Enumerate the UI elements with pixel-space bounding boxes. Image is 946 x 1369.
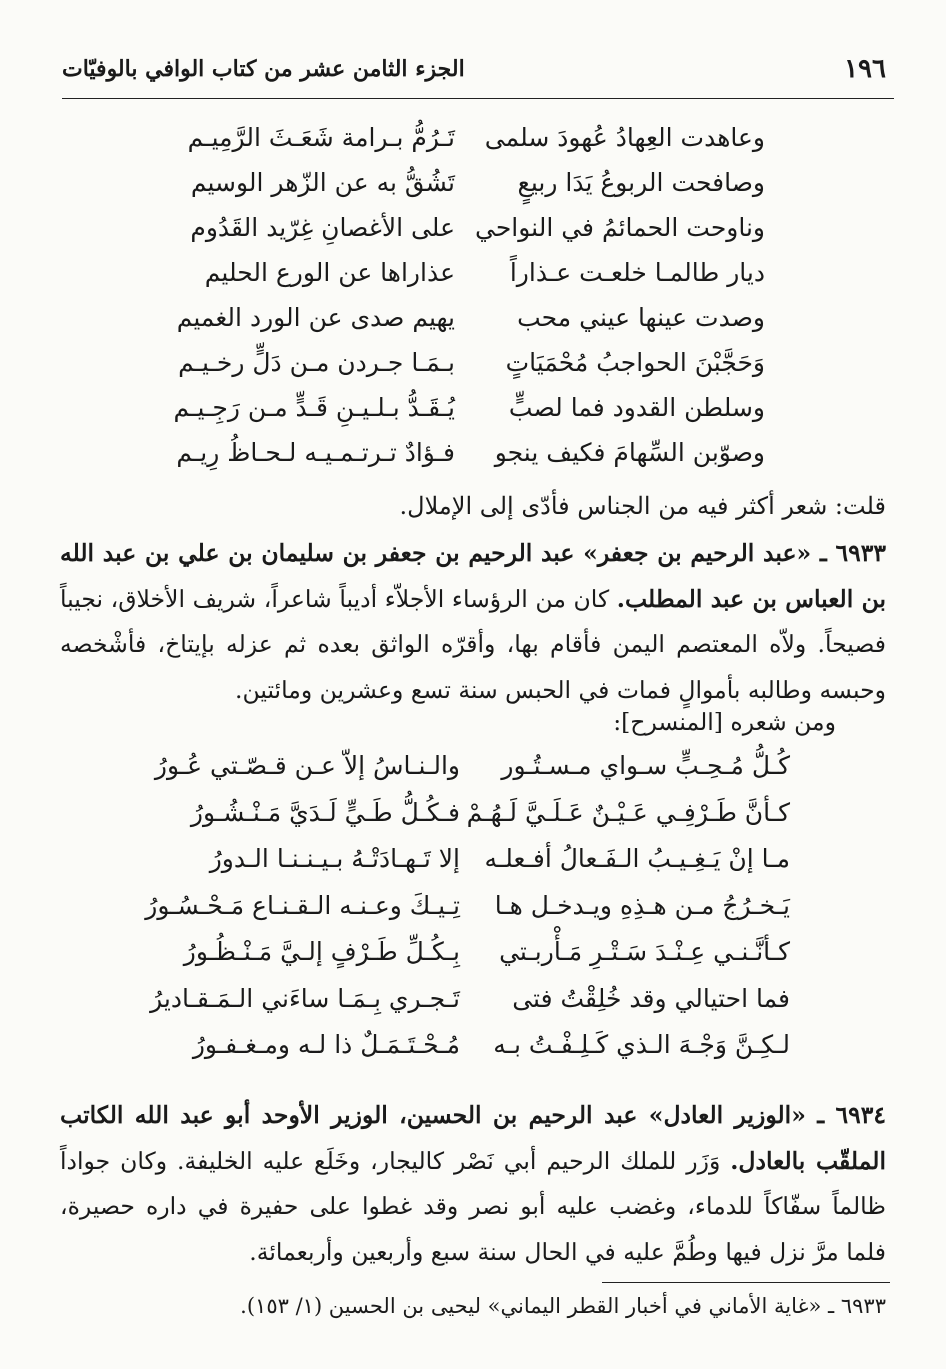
footnote-divider [602,1282,890,1283]
footnote: ٦٩٣٣ ـ «غاية الأماني في أخبار القطر اليماني» ليحيى بن الحسين (١/ ١٥٣). [240,1294,886,1318]
poem-verse [150,746,790,793]
verse-second-hemistich: تَشُقُّ به عن الزّهر الوسيم [190,168,455,197]
verse-second-hemistich: يهيم صدى عن الورد الغميم [176,303,455,332]
verse-first-hemistich: وصوّبن السِّهامَ فكيف ينجو [494,438,765,467]
entry-body: كان من الرؤساء الأجلاّء أديباً شاعراً، شريف الأخلاق، نجيباً فصيحاً. ولاّه المعتصم اليمن فأقام بها، وأقرّه الواثق بعده ثم عزله بإيتاخ، فأشْخصه وحبسه وطالبه بأموالٍ فمات في الحبس سنة تسع وعشرين ومائتين. [60,584,886,704]
biography-entry-6933 [60,531,886,713]
poem-first [173,118,765,478]
poem-verse [176,298,765,343]
verse-first-hemistich: فما احتيالي وقد خُلِقْتُ فتى [512,983,790,1013]
verse-second-hemistich: مُـحْـتَـمَـلٌ ذا لـه ومـغـفـورُ [192,1030,460,1059]
verse-first-hemistich: كـأنَّ طَـرْفِـي عَـيْـنٌ عَـلَـيَّ لَـهُـمْ [466,797,790,827]
verse-second-hemistich: بِـكُـلِّ طَـرْفٍ إلـيَّ مَـنْـظُـورُ [183,937,460,966]
verse-second-hemistich: إلا تَـهـادَتْـهُ بـيـنـنـا الـدورُ [209,844,460,873]
poem-verse [185,208,765,253]
poem-verse [150,793,790,840]
verse-second-hemistich: فـؤادٌ تـرتـمـيـه لـحـاظُ رِيـم [176,438,455,467]
verse-first-hemistich: يَـخـرُجُ مـن هـذِهِ ويـدخـل هـا [494,890,790,920]
verse-second-hemistich: يُـقَـدُّ بـلـيـنِ قَـدٍّ مـن رَجِـيـم [173,393,455,422]
poem-verse [150,1025,790,1072]
poem-verse [150,932,790,979]
poem-verse [185,163,765,208]
verse-second-hemistich: تِـيـكَ وعـنـه الـقـنـاع مَـحْـسُـورُ [145,890,460,920]
verse-second-hemistich: والـنـاسُ إلاّ عـن قـصّـتي عُـورُ [154,751,460,780]
entry-body: وَزَر للملك الرحيم أبي نَصْر كاليجار، وخَلَع عليه الخليفة. وكان جواداً ظالماً سفّاكاً للدماء، وغضب عليه أبو نصر وقد غطوا على حفيرة في داره حصيرة، فلما مرَّ نزل فيها وطُمَّ عليه في الحال سنة سبع وأربعين وأربعمائة. [60,1146,886,1266]
page-number: ١٩٦ [844,54,886,84]
poem-verse [173,388,765,433]
poem-verse [145,886,790,933]
verse-first-hemistich: ديار طالمـا خلعـت عـذاراً [509,258,765,287]
poem-intro: ومن شعره [المنسرح]: [613,708,836,736]
verse-first-hemistich: وصدت عينها عيني محب [517,303,765,332]
verse-first-hemistich: وعاهدت العِهادُ عُهودَ سلمى [484,123,765,152]
verse-first-hemistich: كُـلُّ مُـحِـبٍّ سـواي مـسـتُـور [501,751,790,780]
poem-verse [178,343,765,388]
verse-first-hemistich: وناوحت الحمائمُ في النواحي [475,213,765,242]
poem-verse [185,118,765,163]
running-title: الجزء الثامن عشر من كتاب الوافي بالوفيّات [62,56,465,82]
entry-heading: ٦٩٣٣ ـ «عبد الرحيم بن جعفر» عبد الرحيم بن جعفر بن سليمان بن علي بن عبد الله بن العباس بن عبد المطلب. [60,539,886,613]
entry-heading: ٦٩٣٤ ـ «الوزير العادل» عبد الرحيم بن الحسين، الوزير الأوحد أبو عبد الله الكاتب الملقّب بالعادل. [60,1101,886,1175]
page-header [62,44,894,99]
verse-second-hemistich: بـمَـا جـردن مـن دَلٍّ رخـيـم [178,348,455,377]
poem-second [145,746,790,1072]
verse-second-hemistich: تَـجـري بِـمَـا ساءَني الـمَـقـاديرُ [150,983,460,1013]
verse-second-hemistich: تَـرُمُّ بـرامة شَعَـثَ الرَّمِيـم [187,123,455,152]
poem-verse [150,979,790,1026]
verse-second-hemistich: فـكُـلُّ طَـيٍّ لَـدَيَّ مَـنْـشُـورُ [190,797,460,827]
verse-second-hemistich: على الأغصانِ غِرّيد القَدُوم [190,213,455,242]
verse-first-hemistich: كـأنَّـنـي عِـنْـدَ سَـتْـرِ مَـأْربـتي [499,937,790,966]
verse-first-hemistich: لـكِـنَّ وَجْـهَ الـذي كَـلِـفْـتُ بـه [493,1030,790,1059]
biography-entry-6934 [60,1093,886,1275]
verse-second-hemistich: عذاراها عن الورع الحليم [204,258,455,287]
verse-first-hemistich: وصافحت الربوعُ يَدَا ربيعٍ [517,168,765,197]
verse-first-hemistich: وسلطن القدود فما لصبٍّ [508,393,765,422]
poem-verse [185,253,765,298]
verse-first-hemistich: وَحَجَّبْنَ الحواجبُ مُحْمَيَاتٍ [505,348,765,377]
verse-first-hemistich: مـا إنْ يَـغِـيـبُ الـفَـعالُ أفـعلـه [484,844,790,873]
poem-verse [150,839,790,886]
poem-verse [176,433,765,478]
author-note: قلت: شعر أكثر فيه من الجناس فأدّى إلى الإملال. [399,492,886,520]
